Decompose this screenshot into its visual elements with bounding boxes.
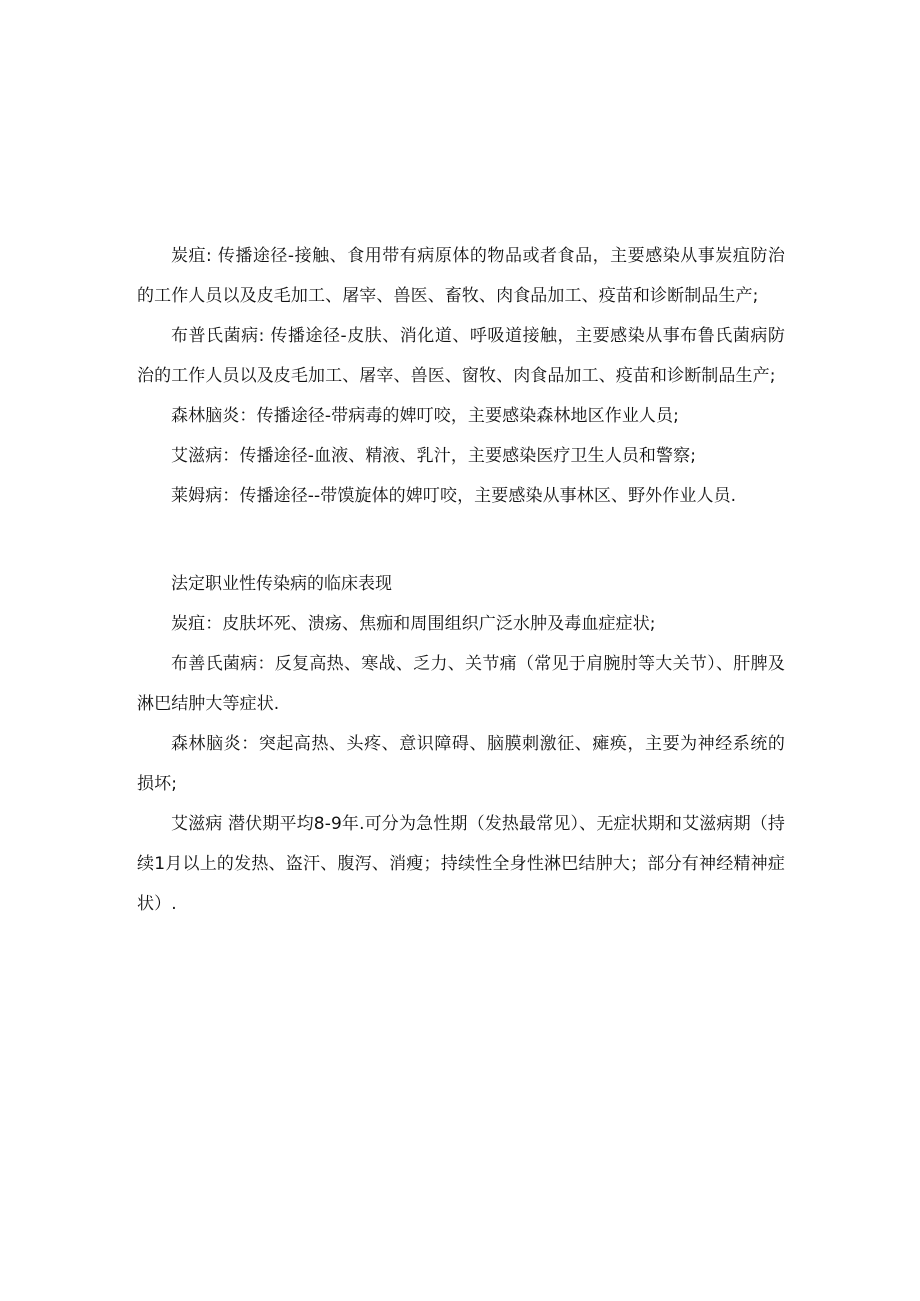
paragraph-lyme-transmission: 莱姆病：传播途径--带馍旋体的婢叮咬，主要感染从事林区、野外作业人员. (171, 486, 737, 506)
paragraph-aids-clinical: 艾滋病 潜伏期平均8-9年.可分为急性期（发热最常见）、无症状期和艾滋病期（持续1月以上的发热、盗汗、腹泻、消瘦；持续性全身性淋巴结肿大；部分有神经精神症状）. (137, 814, 785, 914)
paragraph-anthrax-clinical: 炭疽：皮肤坏死、溃疡、焦痂和周围组织广泛水肿及毒血症症状; (171, 614, 656, 634)
paragraph-forest-encephalitis-transmission: 森林脑炎：传播途径-带病毒的婢叮咬，主要感染森林地区作业人员; (171, 406, 679, 426)
paragraph-brucellosis-transmission: 布普氏菌病: 传播途径-皮肤、消化道、呼吸道接触，主要感染从事布鲁氏菌病防治的工作人员以及皮毛加工、屠宰、兽医、窗牧、肉食品加工、疫苗和诊断制品生产; (137, 326, 785, 386)
section-heading-clinical: 法定职业性传染病的临床表现 (171, 574, 392, 594)
section-spacer (137, 516, 785, 564)
paragraph-anthrax-transmission: 炭疽: 传播途径-接触、食用带有病原体的物品或者食品，主要感染从事炭疽防治的工作人员以及皮毛加工、屠宰、兽医、畜牧、肉食品加工、疫苗和诊断制品生产; (137, 246, 785, 306)
document-body (137, 236, 785, 924)
paragraph-brucellosis-clinical: 布善氏菌病：反复高热、寒战、乏力、关节痛（常见于肩腕肘等大关节）、肝脾及淋巴结肿大等症状. (137, 654, 785, 714)
paragraph-forest-encephalitis-clinical: 森林脑炎：突起高热、头疼、意识障碍、脑膜刺激征、瘫痪，主要为神经系统的损坏; (137, 734, 785, 794)
paragraph-aids-transmission: 艾滋病：传播途径-血液、精液、乳汁，主要感染医疗卫生人员和警察; (171, 446, 697, 466)
